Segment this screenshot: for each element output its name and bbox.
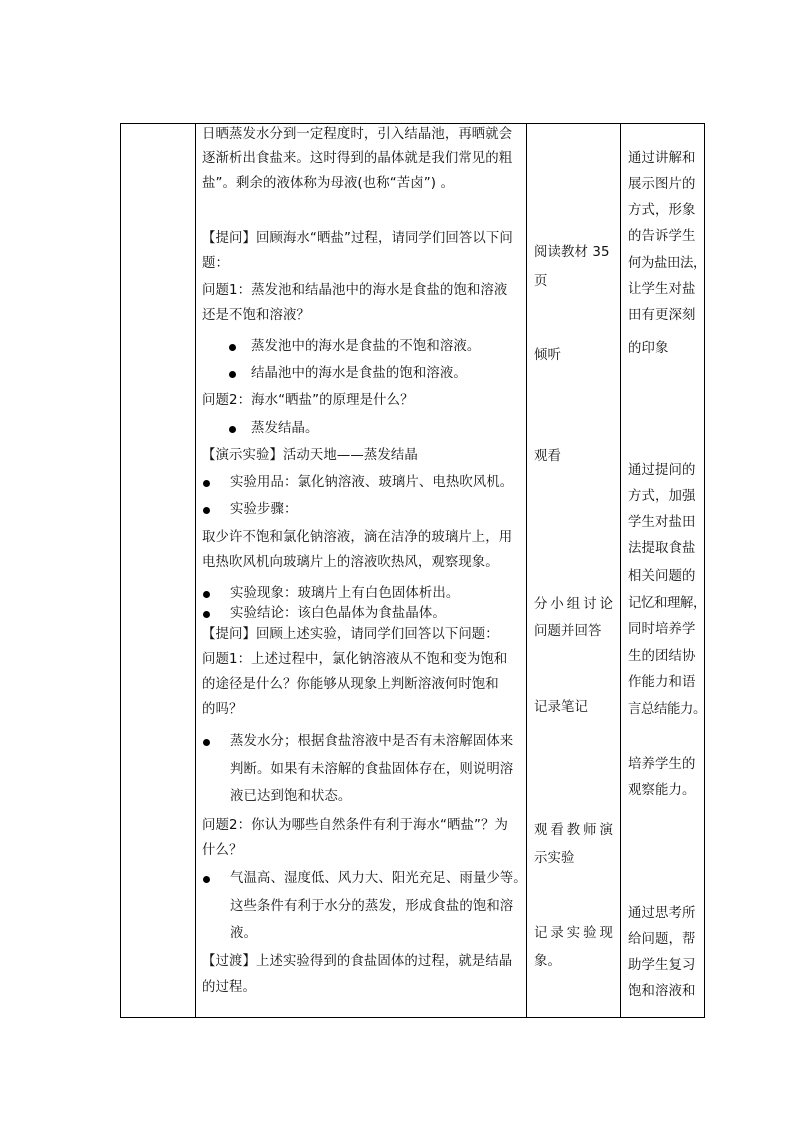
text-line: 问题1：蒸发池和结晶池中的海水是食盐的饱和溶液 xyxy=(202,283,508,298)
text-line: 言总结能力。 xyxy=(628,702,706,717)
bullet-item: 实验用品：氯化钠溶液、玻璃片、电热吹风机。 xyxy=(230,475,514,490)
text-line: 阅读教材 35 xyxy=(534,245,610,260)
text-line: 判断。如果有未溶解的食盐固体存在，则说明溶 xyxy=(230,762,514,777)
text-line: 还是不饱和溶液？ xyxy=(202,308,310,323)
text-line: 培养学生的 xyxy=(628,757,696,772)
text-line: 学生对盐田 xyxy=(628,515,696,530)
text-line: 饱和溶液和 xyxy=(628,984,696,999)
bullet-item: 蒸发水分；根据食盐溶液中是否有未溶解固体来 xyxy=(230,734,514,749)
text-line: 问题2：你认为哪些自然条件有利于海水“晒盐”？为 xyxy=(202,818,508,833)
text-line: 何为盐田法， xyxy=(628,256,706,271)
text-line: 法提取食盐 xyxy=(628,541,696,556)
text-line: 【演示实验】活动天地——蒸发结晶 xyxy=(202,448,418,463)
text-line: 通过讲解和 xyxy=(628,151,696,166)
text-line: 观看 xyxy=(534,449,561,464)
text-line: 的过程。 xyxy=(202,980,256,995)
text-line: 同时培养学 xyxy=(628,622,696,637)
text-line: 记忆和理解， xyxy=(628,596,706,611)
text-line: 展示图片的 xyxy=(628,177,696,192)
bullet-item: 蒸发池中的海水是食盐的不饱和溶液。 xyxy=(251,339,481,354)
bullet-item: 结晶池中的海水是食盐的饱和溶液。 xyxy=(251,366,467,381)
text-line: 页 xyxy=(534,274,548,289)
text-line: 【提问】回顾海水“晒盐”过程，请同学们回答以下问 xyxy=(202,231,513,246)
bullet-item: 实验步骤： xyxy=(230,502,298,517)
text-line: 生的团结协 xyxy=(628,649,696,664)
text-line: 取少许不饱和氯化钠溶液，滴在洁净的玻璃片上，用 xyxy=(202,530,513,545)
design-intent-cell xyxy=(621,124,704,1017)
text-line: 记录笔记 xyxy=(534,700,588,715)
text-line: 让学生对盐 xyxy=(628,282,696,297)
text-line: 田有更深刻 xyxy=(628,308,696,323)
text-line: 这些条件有利于水分的蒸发，形成食盐的饱和溶 xyxy=(230,899,514,914)
student-activity-cell xyxy=(527,124,620,1017)
text-line: 助学生复习 xyxy=(628,958,696,973)
lesson-table xyxy=(120,123,705,1018)
text-line: 记录实验现 xyxy=(534,926,616,941)
teacher-activity-cell xyxy=(196,124,526,1017)
text-line: 通过思考所 xyxy=(628,906,696,921)
text-line: 方式，加强 xyxy=(628,489,696,504)
bullet-item: 实验结论：该白色晶体为食盐晶体。 xyxy=(230,606,446,621)
text-line: 象。 xyxy=(534,954,561,969)
text-line: 什么？ xyxy=(202,843,243,858)
text-line: 【提问】回顾上述实验，请同学们回答以下问题： xyxy=(202,627,499,642)
text-line: 示实验 xyxy=(534,851,575,866)
bullet-item: 蒸发结晶。 xyxy=(251,421,319,436)
text-line: 逐渐析出食盐来。这时得到的晶体就是我们常见的粗 xyxy=(202,151,513,166)
text-line: 观看教师演 xyxy=(534,823,616,838)
bullet-item: 实验现象：玻璃片上有白色固体析出。 xyxy=(230,586,460,601)
text-line: 盐”。剩余的液体称为母液(也称“苦卤”) 。 xyxy=(202,176,454,191)
text-line: 【过渡】上述实验得到的食盐固体的过程，就是结晶 xyxy=(202,954,513,969)
text-line: 题： xyxy=(202,256,229,271)
empty-cell xyxy=(121,124,195,1017)
text-line: 液已达到饱和状态。 xyxy=(230,789,352,804)
text-line: 的吗？ xyxy=(202,702,243,717)
text-line: 的途径是什么？你能够从现象上判断溶液何时饱和 xyxy=(202,677,499,692)
text-line: 方式，形象 xyxy=(628,203,696,218)
text-line: 通过提问的 xyxy=(628,463,696,478)
text-line: 日晒蒸发水分到一定程度时，引入结晶池，再晒就会 xyxy=(202,127,513,142)
text-line: 作能力和语 xyxy=(628,675,696,690)
text-line: 倾听 xyxy=(534,348,561,363)
text-line: 问题并回答 xyxy=(534,624,602,639)
text-line: 电热吹风机向玻璃片上的溶液吹热风，观察现象。 xyxy=(202,555,499,570)
text-line: 液。 xyxy=(230,926,257,941)
text-line: 问题1：上述过程中，氯化钠溶液从不饱和变为饱和 xyxy=(202,652,508,667)
text-line: 问题2：海水“晒盐”的原理是什么？ xyxy=(202,393,414,408)
text-line: 分小组讨论 xyxy=(534,597,616,612)
text-line: 的印象 xyxy=(628,341,669,356)
text-line: 观察能力。 xyxy=(628,783,696,798)
text-line: 给问题，帮 xyxy=(628,932,696,947)
text-line: 相关问题的 xyxy=(628,569,696,584)
text-line: 的告诉学生 xyxy=(628,229,696,244)
bullet-item: 气温高、湿度低、风力大、阳光充足、雨量少等。 xyxy=(230,871,527,886)
